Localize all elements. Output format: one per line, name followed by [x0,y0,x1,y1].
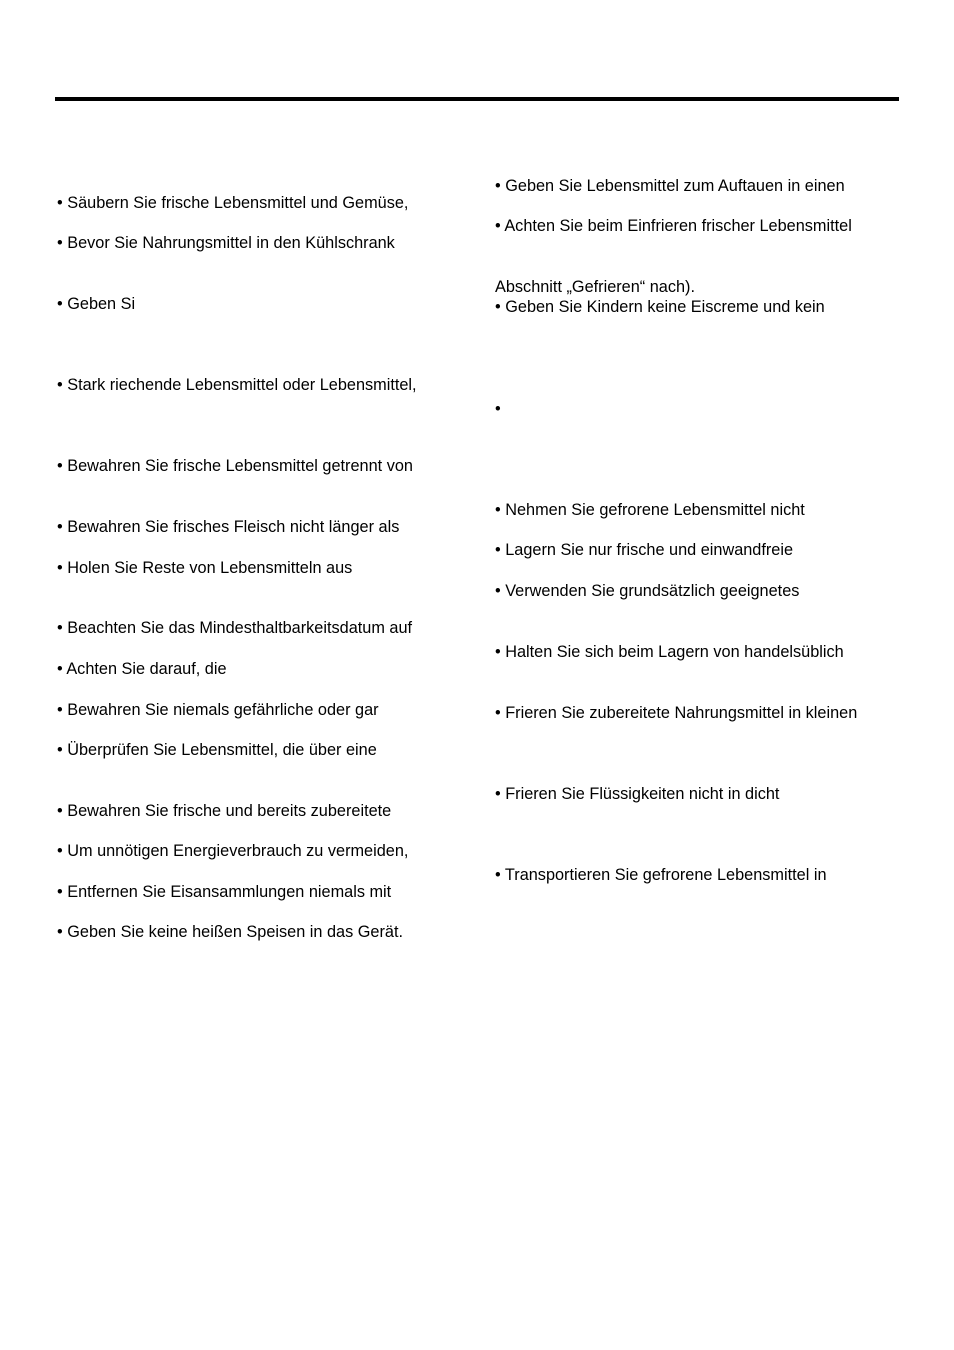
list-item: • Transportieren Sie gefrorene Lebensmittel in [495,866,827,884]
list-item: • Verwenden Sie grundsätzlich geeignetes [495,582,800,600]
list-item: • Bewahren Sie frische Lebensmittel getrennt von [57,457,413,475]
list-item: • Beachten Sie das Mindesthaltbarkeitsdatum auf [57,619,413,637]
list-item: • Holen Sie Reste von Lebensmitteln aus [57,559,353,577]
list-item: • Bevor Sie Nahrungsmittel in den Kühlschrank [57,234,395,252]
list-item: • Nehmen Sie gefrorene Lebensmittel nicht [495,501,805,519]
list-item: • Geben Si [57,295,136,313]
list-item: • Achten Sie darauf, die [57,660,227,678]
list-item: • Um unnötigen Energieverbrauch zu vermeiden, [57,842,409,860]
right-column [495,0,895,1350]
list-item: • [495,400,501,418]
list-item: • Achten Sie beim Einfrieren frischer Lebensmittel [495,217,852,235]
list-item: • Bewahren Sie frisches Fleisch nicht länger als [57,518,400,536]
list-item: • Frieren Sie Flüssigkeiten nicht in dicht [495,785,780,803]
list-item: • Lagern Sie nur frische und einwandfreie [495,541,794,559]
list-item: • Geben Sie Kindern keine Eiscreme und kein [495,298,825,316]
list-item: • Stark riechende Lebensmittel oder Lebensmittel, [57,376,417,394]
list-item: • Säubern Sie frische Lebensmittel und Gemüse, [57,194,409,212]
list-item: • Frieren Sie zubereitete Nahrungsmittel in kleinen [495,704,858,722]
list-item: • Bewahren Sie frische und bereits zubereitete [57,802,392,820]
list-item: • Halten Sie sich beim Lagern von handelsüblich [495,643,844,661]
list-item: • Entfernen Sie Eisansammlungen niemals mit [57,883,392,901]
list-item: • Bewahren Sie niemals gefährliche oder gar [57,701,379,719]
list-item: • Geben Sie Lebensmittel zum Auftauen in einen [495,177,845,195]
list-item: • Geben Sie keine heißen Speisen in das Gerät. [57,923,404,941]
continuation-text: Abschnitt „Gefrieren“ nach). [495,278,695,296]
list-item: • Überprüfen Sie Lebensmittel, die über eine [57,741,377,759]
left-column [57,0,457,1350]
